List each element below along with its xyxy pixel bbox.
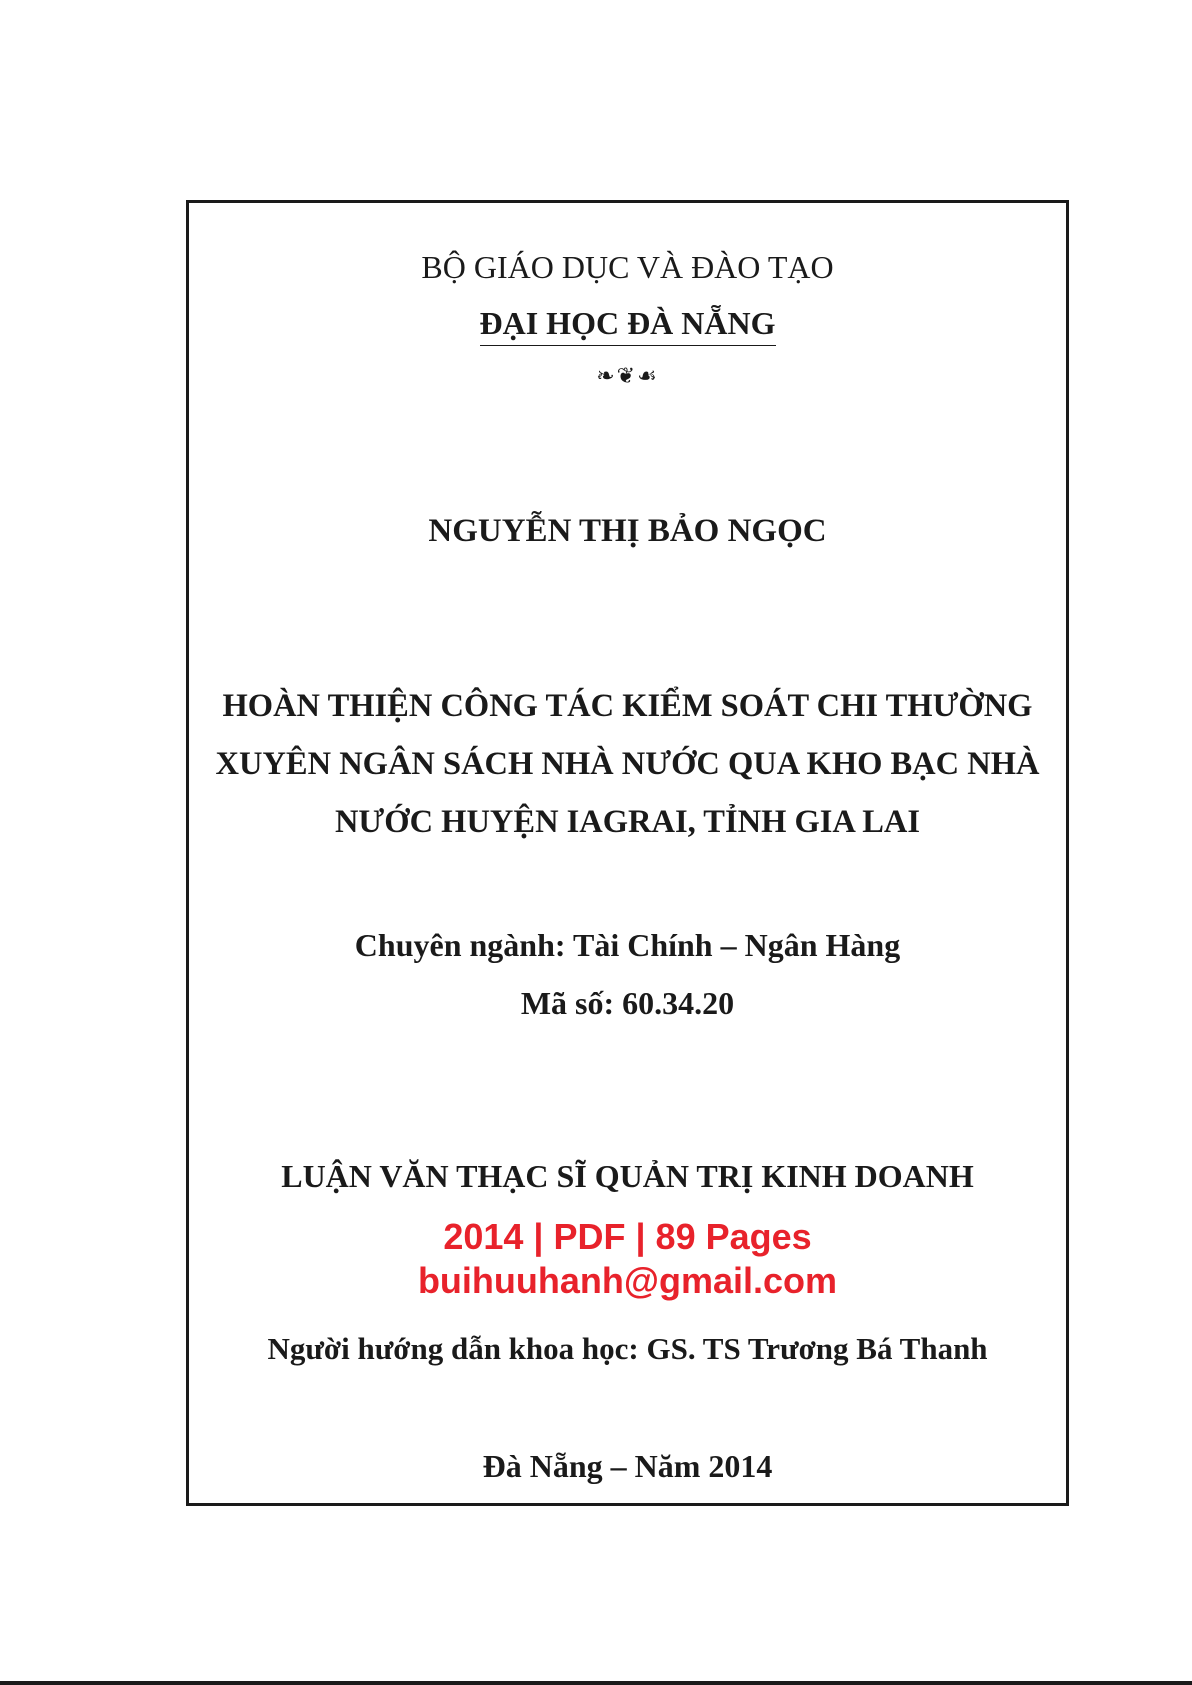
thesis-title-line-3: NƯỚC HUYỆN IAGRAI, TỈNH GIA LAI bbox=[334, 804, 921, 840]
thesis-title-line-2: XUYÊN NGÂN SÁCH NHÀ NƯỚC QUA KHO BẠC NHÀ bbox=[215, 746, 1040, 782]
cover-frame bbox=[186, 200, 1069, 1506]
author-name: NGUYỄN THỊ BẢO NGỌC bbox=[428, 513, 827, 549]
watermark-info: 2014 | PDF | 89 Pages bbox=[443, 1216, 812, 1257]
advisor-line: Người hướng dẫn khoa học: GS. TS Trương Bá Thanh bbox=[267, 1331, 988, 1366]
place-year: Đà Nẵng – Năm 2014 bbox=[482, 1448, 773, 1484]
ministry-heading: BỘ GIÁO DỤC VÀ ĐÀO TẠO bbox=[421, 249, 834, 285]
university-heading bbox=[189, 307, 1066, 339]
major-code: Mã số: 60.34.20 bbox=[520, 985, 735, 1021]
university-name: ĐẠI HỌC ĐÀ NẴNG bbox=[480, 305, 776, 346]
thesis-type: LUẬN VĂN THẠC SĨ QUẢN TRỊ KINH DOANH bbox=[281, 1158, 974, 1194]
watermark-email: buihuuhanh@gmail.com bbox=[417, 1260, 838, 1301]
thesis-title-line-1: HOÀN THIỆN CÔNG TÁC KIỂM SOÁT CHI THƯỜNG bbox=[222, 688, 1033, 724]
bottom-divider bbox=[0, 1681, 1192, 1685]
major-label: Chuyên ngành: Tài Chính – Ngân Hàng bbox=[354, 927, 901, 963]
ornament-icon: ❧❦☙ bbox=[596, 363, 659, 388]
